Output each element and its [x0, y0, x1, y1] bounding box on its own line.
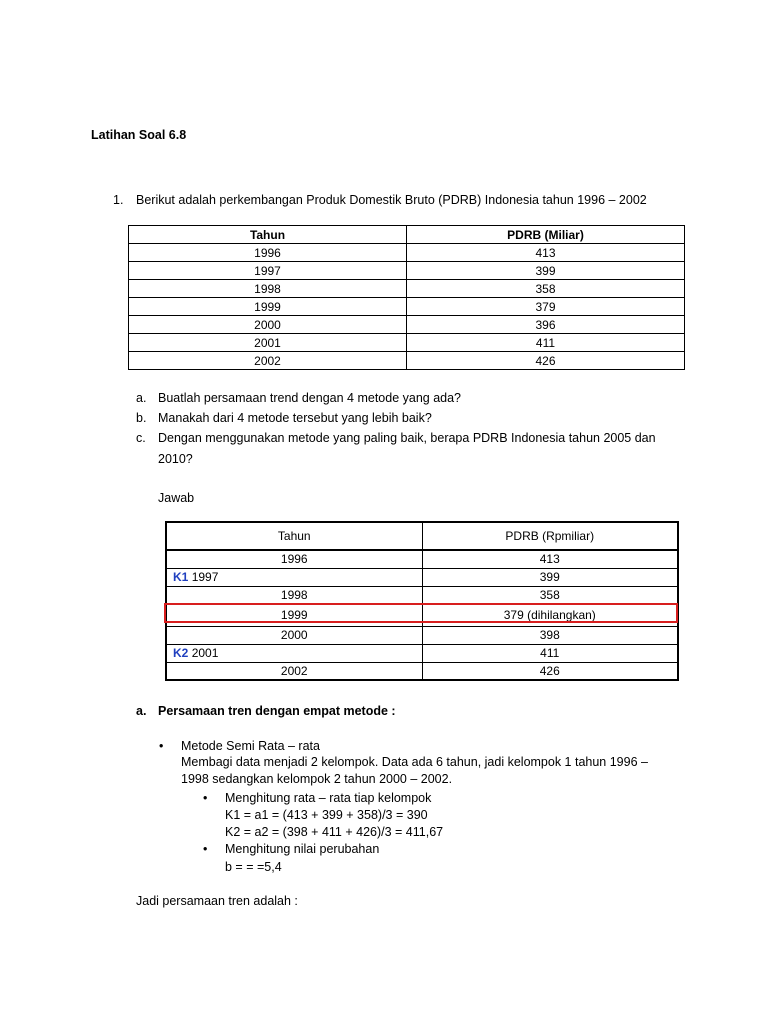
- answer-heading: Jawab: [158, 491, 195, 505]
- table-cell: 426: [407, 352, 685, 370]
- table-cell: 1998: [129, 280, 407, 298]
- table-cell: 358: [407, 280, 685, 298]
- table-cell: 358: [422, 586, 678, 604]
- table-cell: [166, 568, 422, 586]
- answer-title: Persamaan tren dengan empat metode :: [158, 704, 396, 718]
- formula-k2: K2 = a2 = (398 + 411 + 426)/3 = 411,67: [225, 825, 444, 839]
- table-cell: 411: [407, 334, 685, 352]
- table-cell: 379 (dihilangkan): [422, 604, 678, 626]
- table-cell: 1996: [129, 244, 407, 262]
- table-cell: 1999: [166, 604, 422, 626]
- subquestion-text: Dengan menggunakan metode yang paling baik, berapa PDRB Indonesia tahun 2005 dan: [158, 431, 656, 445]
- answer-table: [165, 521, 679, 681]
- subquestion-label: c.: [136, 431, 146, 445]
- method-description-continued: 1998 sedangkan kelompok 2 tahun 2000 – 2002.: [181, 772, 453, 786]
- table-cell: 398: [422, 626, 678, 644]
- table-cell: 413: [422, 550, 678, 568]
- conclusion-text: Jadi persamaan tren adalah :: [136, 894, 298, 908]
- formula-k1: K1 = a1 = (413 + 399 + 358)/3 = 390: [225, 808, 428, 822]
- table-cell: 399: [407, 262, 685, 280]
- pdrb-table: [128, 225, 685, 370]
- step-text: Menghitung nilai perubahan: [225, 842, 380, 856]
- subquestion-text: Buatlah persamaan trend dengan 4 metode yang ada?: [158, 391, 462, 405]
- method-name: Metode Semi Rata – rata: [181, 739, 320, 753]
- table-cell: 413: [407, 244, 685, 262]
- year-value: 2001: [191, 646, 219, 660]
- table-cell: 1997: [129, 262, 407, 280]
- subquestion-text: Manakah dari 4 metode tersebut yang lebih baik?: [158, 411, 432, 425]
- table-cell: 399: [422, 568, 678, 586]
- table-cell: 1996: [166, 550, 422, 568]
- method-description: Membagi data menjadi 2 kelompok. Data ada 6 tahun, jadi kelompok 1 tahun 1996 –: [181, 755, 648, 769]
- group-tag: K1: [173, 570, 189, 584]
- bullet-icon: •: [159, 739, 164, 753]
- table-cell: 411: [422, 644, 678, 662]
- group-tag: K2: [173, 646, 189, 660]
- bullet-icon: •: [203, 791, 208, 805]
- year-value: 1997: [191, 570, 219, 584]
- table-cell: [166, 644, 422, 662]
- table-cell: 1998: [166, 586, 422, 604]
- subquestion-text-continued: 2010?: [158, 452, 193, 466]
- question-number: 1.: [113, 193, 124, 207]
- table-header-year: Tahun: [166, 522, 422, 550]
- subquestion-label: b.: [136, 411, 147, 425]
- table-cell: 2002: [166, 662, 422, 680]
- table-cell: 2000: [129, 316, 407, 334]
- step-text: Menghitung rata – rata tiap kelompok: [225, 791, 432, 805]
- table-header-pdrb: PDRB (Rpmiliar): [422, 522, 678, 550]
- question-text: Berikut adalah perkembangan Produk Domestik Bruto (PDRB) Indonesia tahun 1996 – 2002: [136, 193, 647, 207]
- table-cell: 2000: [166, 626, 422, 644]
- table-cell: 379: [407, 298, 685, 316]
- table-cell: 396: [407, 316, 685, 334]
- table-header-pdrb: PDRB (Miliar): [407, 226, 685, 244]
- page-title: Latihan Soal 6.8: [91, 128, 187, 142]
- table-cell: 426: [422, 662, 678, 680]
- table-header-year: Tahun: [129, 226, 407, 244]
- table-cell: 2002: [129, 352, 407, 370]
- formula-b: b = = =5,4: [225, 860, 282, 874]
- subquestion-label: a.: [136, 391, 147, 405]
- bullet-icon: •: [203, 842, 208, 856]
- answer-label: a.: [136, 704, 147, 718]
- table-cell: 2001: [129, 334, 407, 352]
- table-cell: 1999: [129, 298, 407, 316]
